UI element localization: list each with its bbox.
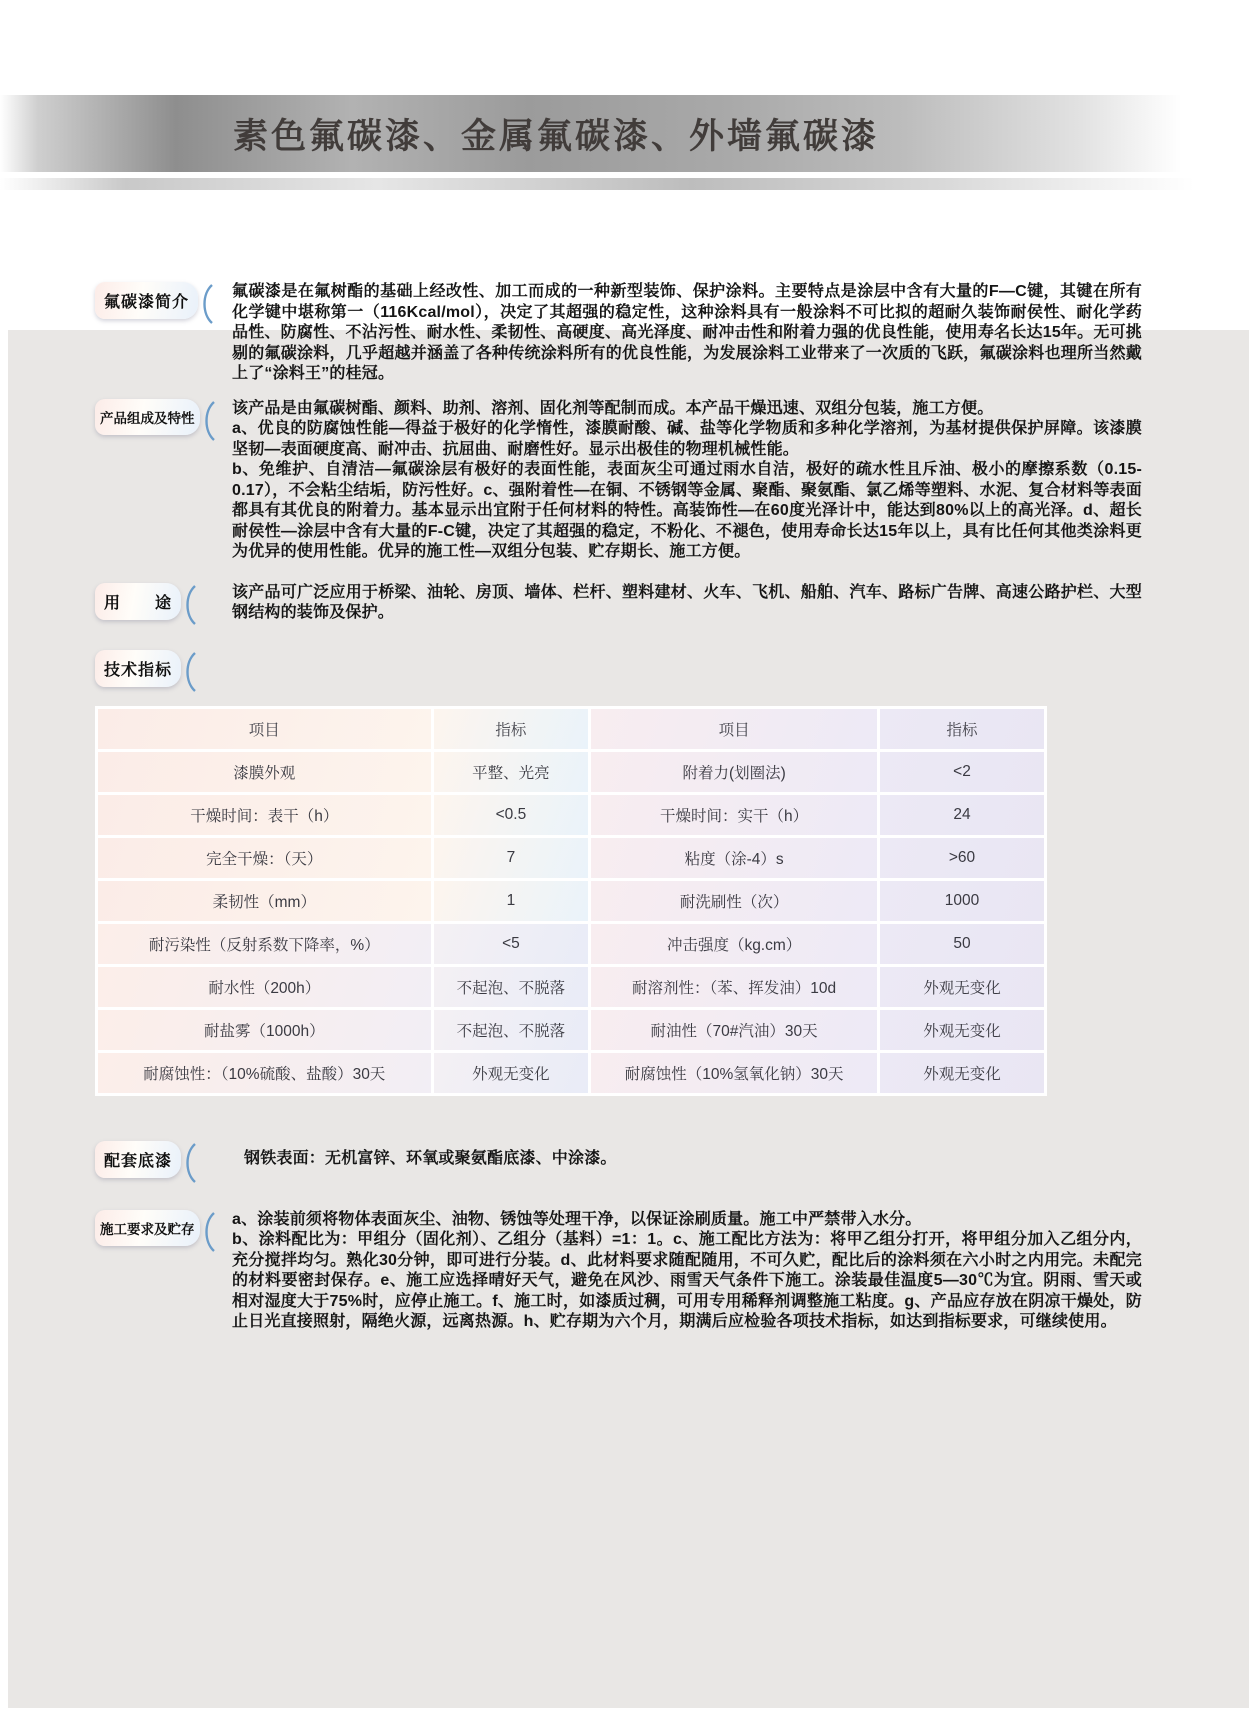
paragraph: 氟碳漆是在氟树酯的基础上经改性、加工而成的一种新型装饰、保护涂料。主要特点是涂层中含有大量的F—C键，其键在所有化学键中堪称第一（116Kcal/mol），决定了其超强的稳定性，这种涂料具有一般涂料不可比拟的超耐久装饰耐侯性、耐化学药品性、防腐性、不沾污性、耐水性、柔韧性、高硬度、高光泽度、耐冲击性和附着力强的优良性能，使用寿名长达15年。无可挑剔的氟碳涂料，几乎超越并涵盖了各种传统涂料所有的优良性能，为发展涂料工业带来了一次质的飞跃，氟碳涂料也理所当然戴上了“涂料王”的桂冠。 bbox=[232, 283, 1142, 382]
table-cell: 干燥时间：实干（h） bbox=[591, 795, 877, 835]
content-area bbox=[0, 190, 1257, 1333]
table-cell: <2 bbox=[880, 752, 1044, 792]
paragraph: 该产品可广泛应用于桥梁、油轮、房顶、墙体、栏杆、塑料建材、火车、飞机、船舶、汽车、路标广告牌、高速公路护栏、大型钢结构的装饰及保护。 bbox=[232, 583, 1142, 621]
table-header-cell: 项目 bbox=[98, 709, 431, 749]
section-construction-body bbox=[232, 1210, 1142, 1333]
table-cell: 耐污染性（反射系数下降率，%） bbox=[98, 924, 431, 964]
table-row bbox=[98, 1010, 1044, 1050]
tech-spec-table bbox=[95, 706, 1047, 1096]
open-paren-icon bbox=[183, 584, 197, 626]
table-cell: <0.5 bbox=[434, 795, 589, 835]
section-tech bbox=[95, 650, 1142, 693]
table-cell: 耐盐雾（1000h） bbox=[98, 1010, 431, 1050]
section-composition-body bbox=[232, 399, 1142, 563]
table-cell: <5 bbox=[434, 924, 589, 964]
table-row bbox=[98, 752, 1044, 792]
header-banner bbox=[0, 95, 1257, 172]
table-header-row bbox=[98, 709, 1044, 749]
section-construction-label-col bbox=[95, 1210, 232, 1253]
table-header-cell: 项目 bbox=[591, 709, 877, 749]
section-composition-label-col bbox=[95, 399, 232, 442]
section-usage-body bbox=[232, 583, 1142, 624]
table-cell: 冲击强度（kg.cm） bbox=[591, 924, 877, 964]
table-cell: 耐油性（70#汽油）30天 bbox=[591, 1010, 877, 1050]
table-cell: 外观无变化 bbox=[880, 1053, 1044, 1093]
table-header-cell: 指标 bbox=[880, 709, 1044, 749]
table-cell: 外观无变化 bbox=[880, 1010, 1044, 1050]
table-cell: 50 bbox=[880, 924, 1044, 964]
table-cell: 耐洗刷性（次） bbox=[591, 881, 877, 921]
table-cell: 耐水性（200h） bbox=[98, 967, 431, 1007]
table-row bbox=[98, 924, 1044, 964]
table-cell: 耐腐蚀性：（10%硫酸、盐酸）30天 bbox=[98, 1053, 431, 1093]
section-usage-label: 用 途 bbox=[95, 583, 181, 620]
open-paren-icon bbox=[200, 283, 214, 325]
paragraph: a、优良的防腐蚀性能—得益于极好的化学惰性，漆膜耐酸、碱、盐等化学物质和多种化学溶剂，为基材提供保护屏障。该漆膜坚韧—表面硬度高、耐冲击、抗屈曲、耐磨性好。显示出极佳的物理机械性能。 bbox=[232, 420, 1142, 458]
table-row bbox=[98, 967, 1044, 1007]
open-paren-icon bbox=[183, 1142, 197, 1184]
table-cell: >60 bbox=[880, 838, 1044, 878]
section-primer bbox=[95, 1141, 1142, 1184]
table-cell: 附着力(划圈法) bbox=[591, 752, 877, 792]
table-cell: 外观无变化 bbox=[880, 967, 1044, 1007]
paragraph: a、涂装前须将物体表面灰尘、油物、锈蚀等处理干净，以保证涂刷质量。施工中严禁带入水分。 bbox=[232, 1210, 922, 1228]
table-cell: 完全干燥：（天） bbox=[98, 838, 431, 878]
paragraph: 钢铁表面：无机富锌、环氧或聚氨酯底漆、中涂漆。 bbox=[244, 1149, 617, 1167]
section-primer-label: 配套底漆 bbox=[95, 1141, 181, 1178]
table-row bbox=[98, 881, 1044, 921]
section-intro-body bbox=[232, 282, 1142, 385]
top-margin bbox=[0, 0, 1257, 95]
table-cell: 耐溶剂性：（苯、挥发油）10d bbox=[591, 967, 877, 1007]
open-paren-icon bbox=[202, 400, 216, 442]
table-cell: 1 bbox=[434, 881, 589, 921]
banner-strip bbox=[0, 178, 1257, 190]
section-tech-label: 技术指标 bbox=[95, 650, 181, 687]
section-composition-label: 产品组成及特性 bbox=[95, 399, 200, 435]
section-composition bbox=[95, 399, 1142, 563]
section-usage-label-col bbox=[95, 583, 232, 626]
section-primer-label-col bbox=[95, 1141, 232, 1184]
table-cell: 外观无变化 bbox=[434, 1053, 589, 1093]
table-row bbox=[98, 838, 1044, 878]
section-intro bbox=[95, 282, 1142, 385]
section-primer-body bbox=[232, 1141, 1142, 1170]
table-cell: 平整、光亮 bbox=[434, 752, 589, 792]
paragraph: b、涂料配比为：甲组分（固化剂）、乙组分（基料）=1：1。c、施工配比方法为：将甲乙组分打开，将甲组分加入乙组分内，充分搅拌均匀。熟化30分钟，即可进行分装。d、此材料要求随配随用，不可久贮，配比后的涂料须在六小时之内用完。未配完的材料要密封保存。e、施工应选择晴好天气，避免在风沙、雨雪天气条件下施工。涂装最佳温度5—30℃为宜。阴雨、雪天或相对湿度大于75%时，应停止施工。f、施工时，如漆质过稠，可用专用稀释剂调整施工粘度。g、产品应存放在阴凉干燥处，防止日光直接照射，隔绝火源，远离热源。h、贮存期为六个月，期满后应检验各项技术指标，如达到指标要求，可继续使用。 bbox=[232, 1231, 1142, 1330]
paragraph: 该产品是由氟碳树酯、颜料、助剂、溶剂、固化剂等配制而成。本产品干燥迅速、双组分包装，施工方便。 bbox=[232, 399, 994, 417]
table-cell: 粘度（涂-4）s bbox=[591, 838, 877, 878]
section-tech-label-col bbox=[95, 650, 232, 693]
table-cell: 24 bbox=[880, 795, 1044, 835]
table-header-cell: 指标 bbox=[434, 709, 589, 749]
table-row bbox=[98, 1053, 1044, 1093]
tech-table-wrap bbox=[95, 706, 1142, 1096]
open-paren-icon bbox=[202, 1211, 216, 1253]
section-intro-label: 氟碳漆简介 bbox=[95, 282, 198, 319]
section-construction-label: 施工要求及贮存 bbox=[95, 1210, 200, 1246]
section-construction bbox=[95, 1210, 1142, 1333]
section-intro-label-col bbox=[95, 282, 232, 325]
table-cell: 干燥时间：表干（h） bbox=[98, 795, 431, 835]
table-cell: 不起泡、不脱落 bbox=[434, 967, 589, 1007]
table-cell: 1000 bbox=[880, 881, 1044, 921]
table-cell: 不起泡、不脱落 bbox=[434, 1010, 589, 1050]
open-paren-icon bbox=[183, 651, 197, 693]
table-cell: 柔韧性（mm） bbox=[98, 881, 431, 921]
table-cell: 耐腐蚀性（10%氢氧化钠）30天 bbox=[591, 1053, 877, 1093]
table-row bbox=[98, 795, 1044, 835]
section-usage bbox=[95, 583, 1142, 626]
paragraph: b、免维护、自清洁—氟碳涂层有极好的表面性能，表面灰尘可通过雨水自洁，极好的疏水性且斥油、极小的摩擦系数（0.15-0.17），不会粘尘结垢，防污性好。c、强附着性—在铜、不锈钢等金属、聚酯、聚氨酯、氯乙烯等塑料、水泥、复合材料等表面都具有其优良的附着力。基本显示出宜附于任何材料的特性。高装饰性—在60度光泽计中，能达到80%以上的高光泽。d、超长耐侯性—涂层中含有大量的F-C键，决定了其超强的稳定，不粉化、不褪色，使用寿命长达15年以上，具有比任何其他类涂料更为优异的使用性能。优异的施工性—双组分包装、贮存期长、施工方便。 bbox=[232, 461, 1142, 560]
table-cell: 7 bbox=[434, 838, 589, 878]
table-cell: 漆膜外观 bbox=[98, 752, 431, 792]
page-title: 素色氟碳漆、金属氟碳漆、外墙氟碳漆 bbox=[233, 116, 880, 156]
